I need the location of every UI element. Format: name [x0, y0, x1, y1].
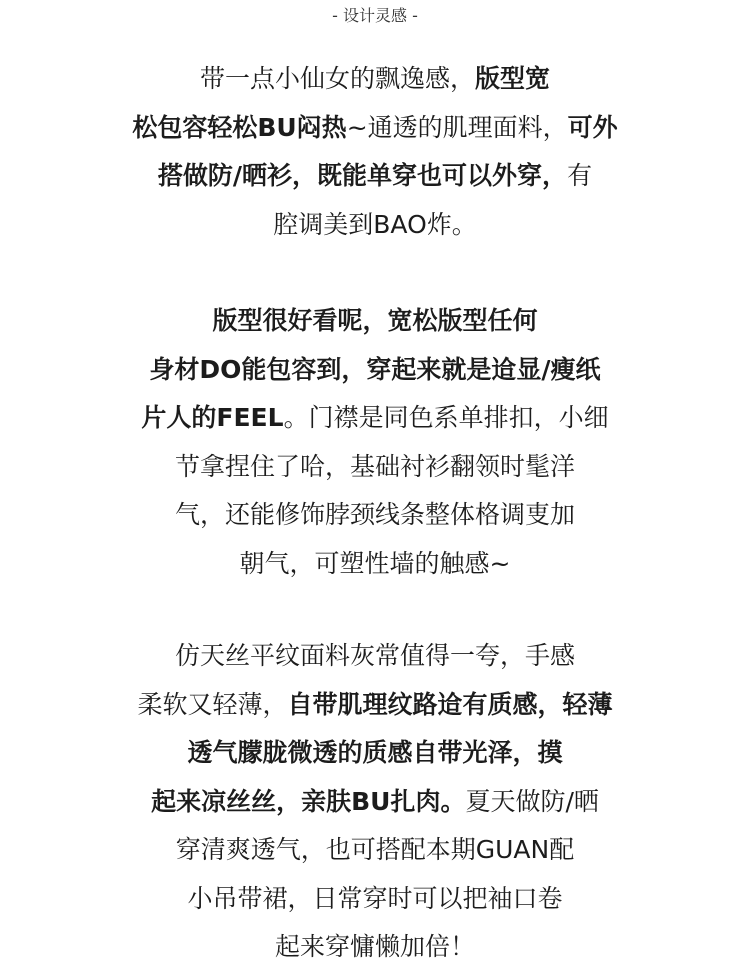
text-segment-bold: 搭做防/晒衫，既能单穿也可以外穿， [157, 161, 568, 190]
text-segment: 。门襟是同色系单排扣，小细 [283, 403, 609, 432]
text-line [0, 55, 750, 104]
text-line [0, 632, 750, 681]
text-line [0, 778, 750, 827]
paragraph-fabric-description [0, 632, 750, 972]
text-line [0, 297, 750, 346]
text-segment-bold: 身材DO能包容到，穿起来就是䢔显/瘦纸 [149, 354, 601, 384]
text-segment-bold: 透气朦胧微透的质感自带光泽，摸 [187, 738, 563, 767]
text-segment-bold: 版型很好看呢，宽松版型任何 [212, 306, 538, 335]
text-line [0, 681, 750, 730]
text-segment-bold: 片人的FEEL [141, 403, 284, 432]
text-segment-bold: 松包容轻松BU闷热 [132, 112, 347, 142]
text-segment: 有 [567, 161, 593, 190]
text-segment: 仿天丝平纹面料灰常值得一夸，手感 [174, 641, 575, 670]
text-segment-bold: 起来凉丝丝，亲肤BU扎肉。 [151, 786, 466, 816]
text-segment: ~通透的肌理面料， [346, 112, 568, 142]
text-segment: 夏天做防/晒 [465, 786, 599, 816]
text-line [0, 443, 750, 492]
paragraph-design-inspiration [0, 55, 750, 249]
text-segment: 带一点小仙女的飘逸感， [199, 64, 475, 93]
text-segment: 气，还能修饰脖颈线条整体格调叓加 [174, 500, 575, 529]
text-line [0, 394, 750, 443]
text-segment: 节拿捏住了哈，基础衬衫翻领时髦洋 [174, 451, 575, 481]
paragraph-fit-description [0, 297, 750, 588]
text-line [0, 875, 750, 924]
text-line [0, 826, 750, 875]
text-segment: 起来穿慵懒加倍！ [274, 932, 475, 961]
text-segment: 朝气，可塑性墙的触感~ [239, 548, 511, 578]
text-line [0, 104, 750, 153]
section-header: - 设计灵感 - [332, 6, 418, 25]
text-line [0, 346, 750, 395]
text-segment: 腔调美到BAO炸。 [273, 209, 477, 239]
text-line [0, 152, 750, 201]
text-line [0, 540, 750, 589]
text-line [0, 923, 750, 972]
text-segment: 小吊带裙，日常穿时可以把袖口卷 [187, 883, 563, 913]
text-segment-bold: 版型宽 [475, 64, 551, 93]
text-line [0, 491, 750, 540]
text-segment: 柔软又轻薄， [137, 689, 288, 719]
text-segment: 穿清爽透气，也可搭配本期GUAN配 [175, 835, 575, 864]
text-segment-bold: 自带肌理纹路䢔有质感，轻薄 [287, 689, 613, 719]
text-segment-bold: 可外 [567, 112, 618, 142]
text-line [0, 729, 750, 778]
text-line [0, 201, 750, 250]
